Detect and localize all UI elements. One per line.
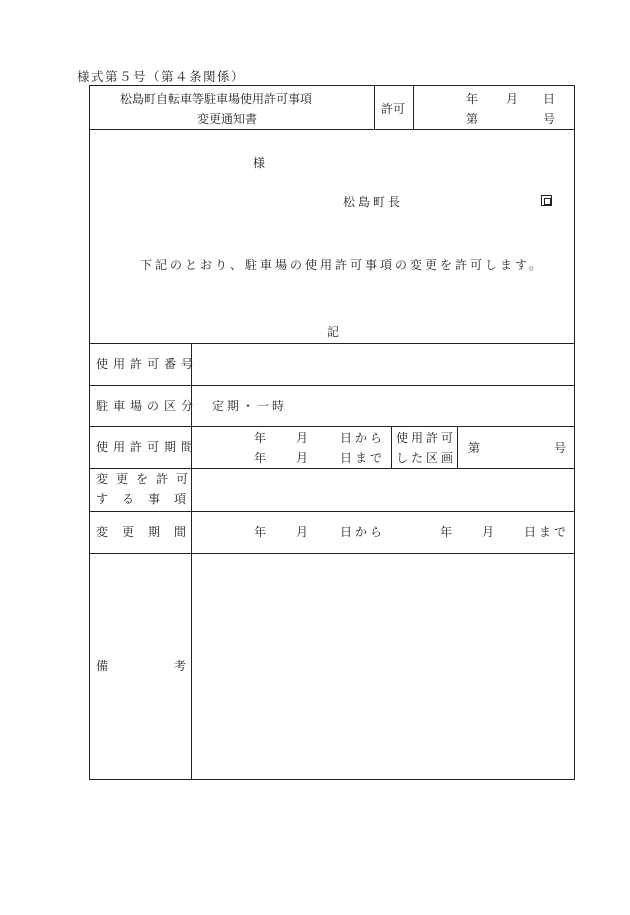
change-to-month: 月 [482, 525, 495, 539]
period-from-year: 年 [254, 431, 267, 445]
header-date-month: 月 [506, 92, 519, 106]
section-label-line2: した区画 [396, 451, 457, 465]
section-label-line1: 使用許可 [396, 431, 457, 445]
row-line-5 [89, 511, 575, 512]
header-divider [89, 129, 575, 130]
remarks-label-first: 備 [96, 659, 109, 673]
permit-number-field[interactable] [193, 345, 573, 384]
lot-type-value[interactable]: 定期・一時 [212, 399, 288, 413]
period-to-day: 日まで [340, 451, 386, 465]
section-number-suffix: 号 [554, 441, 567, 455]
change-from-day: 日から [340, 525, 386, 539]
change-period-label: 変更期間 [96, 525, 201, 539]
form-number-label: 様式第５号（第４条関係） [77, 69, 246, 84]
permit-period-label: 使用許可期間 [96, 440, 199, 454]
header-date-day: 日 [543, 92, 556, 106]
header-date-year: 年 [466, 92, 479, 106]
ki-heading: 記 [327, 325, 340, 339]
change-items-label-line2: する事項 [96, 492, 201, 506]
remarks-field[interactable] [193, 555, 573, 778]
change-to-day: 日まで [524, 525, 570, 539]
change-items-field[interactable] [193, 470, 573, 510]
lot-type-label: 駐車場の区分 [96, 399, 199, 413]
row-line-4 [89, 468, 575, 469]
section-divider-right [457, 426, 458, 469]
row-line-1 [89, 343, 575, 344]
header-col1-divider [374, 85, 375, 130]
period-to-month: 月 [296, 451, 309, 465]
header-number-prefix: 第 [466, 112, 479, 126]
period-from-day: 日から [340, 431, 386, 445]
row-line-6 [89, 553, 575, 554]
issuer-name: 松島町長 [343, 195, 404, 209]
change-from-month: 月 [296, 525, 309, 539]
seal-mark-icon [541, 195, 552, 206]
permit-number-label: 使用許可番号 [96, 357, 199, 371]
permit-label: 許可 [381, 102, 406, 116]
change-to-year: 年 [440, 525, 453, 539]
notice-title-line1: 松島町自転車等駐車場使用許可事項 [120, 92, 313, 106]
header-number-suffix: 号 [543, 112, 556, 126]
notice-statement: 下記のとおり、駐車場の使用許可事項の変更を許可します。 [140, 258, 545, 272]
section-number-prefix: 第 [468, 441, 481, 455]
row-line-2 [89, 385, 575, 386]
period-to-year: 年 [254, 451, 267, 465]
notice-title-line2: 変更通知書 [197, 112, 258, 126]
period-from-month: 月 [296, 431, 309, 445]
header-col2-divider [413, 85, 414, 130]
section-divider-left [391, 426, 392, 469]
change-from-year: 年 [254, 525, 267, 539]
row-line-3 [89, 426, 575, 427]
remarks-label-second: 考 [174, 659, 187, 673]
change-items-label-line1: 変更を許可 [96, 472, 197, 486]
addressee-suffix: 様 [253, 156, 266, 170]
